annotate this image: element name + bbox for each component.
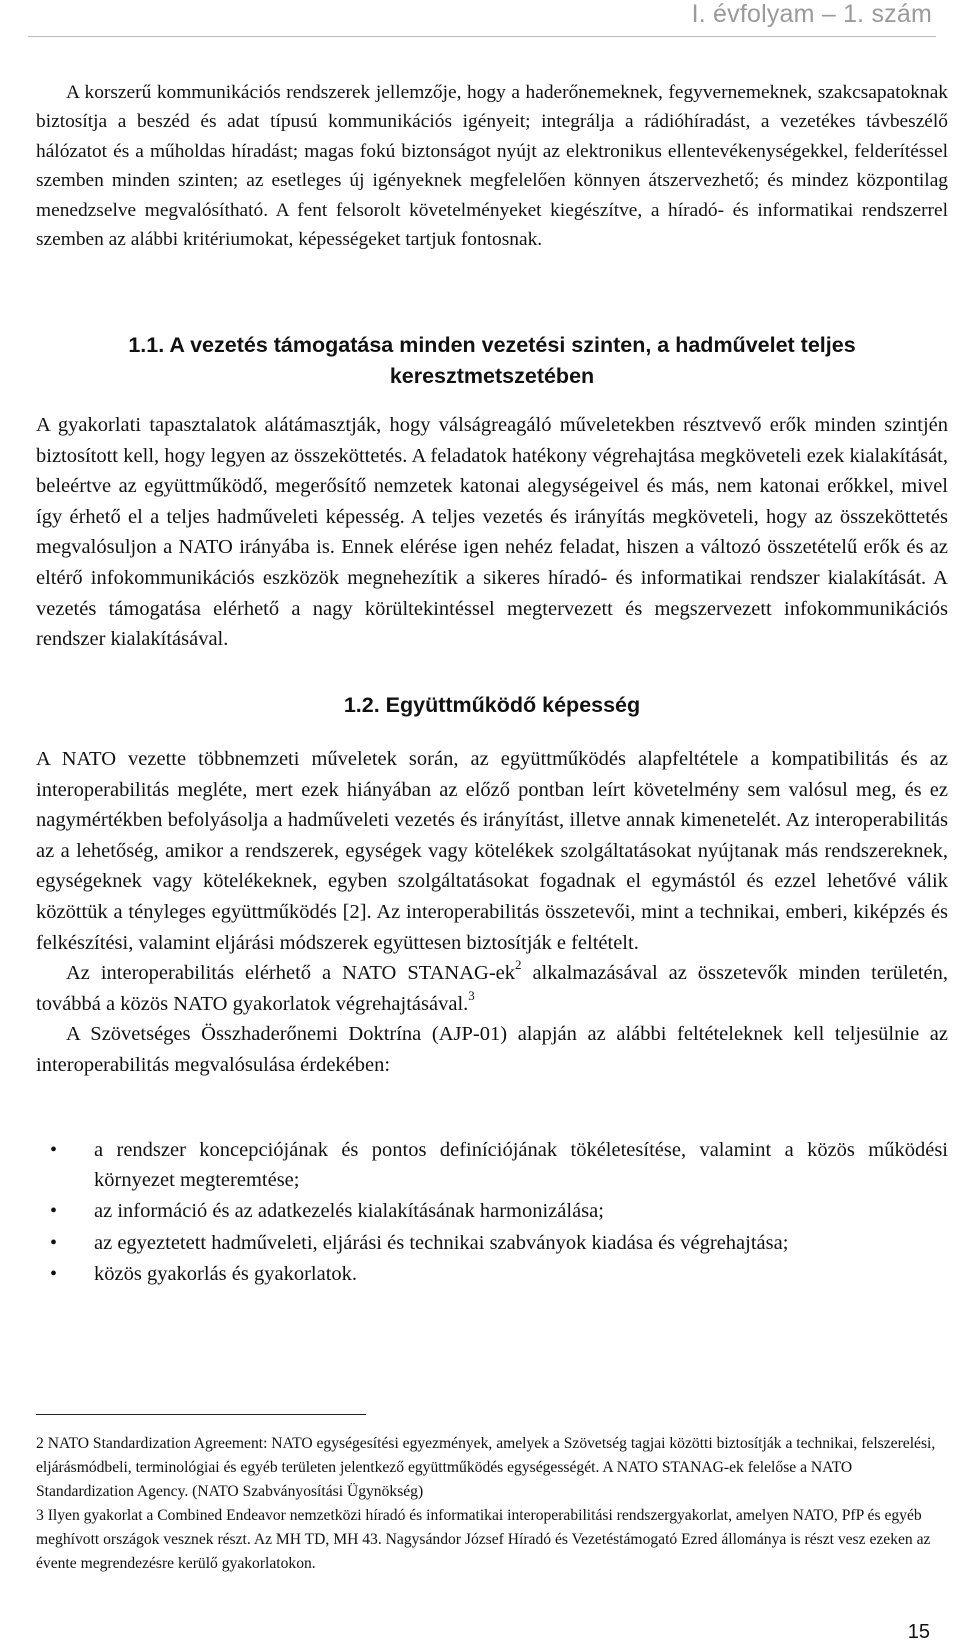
section-1-2-paragraph-2: [36, 958, 948, 1019]
page-number: 15: [907, 1621, 930, 1643]
bullet-icon: •: [50, 1263, 58, 1285]
header-rule: [28, 36, 936, 37]
footnote-separator: [36, 1414, 366, 1415]
footnote-ref-3[interactable]: 3: [468, 987, 475, 1003]
intro-section: [36, 78, 948, 254]
list-item: • az információ és az adatkezelés kialakításának harmonizálása;: [36, 1197, 948, 1227]
list-item: • a rendszer koncepciójának és pontos definíciójának tökéletesítése, valamint a közös működési környezet megteremtése;: [36, 1136, 948, 1195]
intro-paragraph: A korszerű kommunikációs rendszerek jellemzője, hogy a haderőnemeknek, fegyvernemeknek, szakcsapatoknak biztosítja a beszéd és adat típusú kommunikációs igényeit; integrálja a rádióhíradást, a vezetékes távbeszélő hálózatot és a műholdas híradást; magas fokú biztonságot nyújt az elektronikus ellentevékenységekkel, felderítéssel szemben minden szinten; az esetleges új igényeknek megfelelően könnyen átszervezhető; és mindez központilag menedzselve megvalósítható. A fent felsorolt követelményeket kiegészítve, a híradó- és informatikai rendszerrel szemben az alábbi kritériumokat, képességeket tartjuk fontosnak.: [36, 82, 948, 251]
section-1-2-heading: 1.2. Együttműködő képesség: [343, 693, 641, 717]
footnote-3: 3 Ilyen gyakorlat a Combined Endeavor nemzetközi híradó és informatikai interoperabilitási rendszergyakorlat, amelyen NATO, PfP és egyéb meghívott országok vesznek részt. Az MH TD, MH 43. Nagysándor József Híradó és Vezetéstámogató Ezred állománya is részt vesz ezeken az évente megrendezésre kerülő gyakorlatokon.: [36, 1507, 931, 1573]
section-1-1-heading-line1: 1.1. A vezetés támogatása minden vezetési szinten, a hadművelet teljes: [128, 333, 856, 357]
footnote-2: 2 NATO Standardization Agreement: NATO egységesítési egyezmények, amelyek a Szövetség tagjai közötti biztosítják a technikai, felszerelési, eljárásmódbeli, terminológiai és egyéb területen jelentkező együttműködés egységességét. A NATO STANAG-ek felelőse a NATO Standardization Agency. (NATO Szabványosítási Ügynökség): [36, 1435, 936, 1501]
section-1-1-heading: [36, 330, 948, 392]
section-1-2-paragraph-1: A NATO vezette többnemzeti műveletek során, az együttműködés alapfeltétele a kompatibilitás és az interoperabilitás megléte, mert ezek hiányában az előző pontban leírt követelmény sem valósul meg, és ez nagymértékben befolyásolja a hadműveleti vezetés és irányítást, illetve annak kimenetelét. Az interoperabilitás az a lehetőség, amikor a rendszerek, egységek vagy kötelékek szolgáltatásokat nyújtanak más rendszereknek, egységeknek vagy kötelékeknek, egyben szolgáltatásokat fogadnak el egymástól és ezzel lehetővé válik közöttük a tényleges együttműködés [2]. Az interoperabilitás összetevői, mint a technikai, emberi, kiképzés és felkészítési, valamint eljárási módszerek együttesen biztosítják e feltételt.: [36, 748, 948, 954]
bullet-icon: •: [50, 1200, 58, 1222]
running-header: I. évfolyam – 1. szám: [691, 0, 932, 28]
list-item: • közös gyakorlás és gyakorlatok.: [36, 1260, 948, 1290]
section-1-1-heading-line2: keresztmetszetében: [389, 364, 595, 388]
list-item: • az egyeztetett hadműveleti, eljárási és technikai szabványok kiadása és végrehajtása;: [36, 1229, 948, 1259]
footnotes: [36, 1432, 948, 1577]
section-1-2-body: [36, 744, 948, 1081]
footnote-ref-2[interactable]: 2: [515, 957, 522, 973]
section-1-2-paragraph-3: A Szövetséges Összhaderőnemi Doktrína (AJP-01) alapján az alábbi feltételeknek kell teljesülnie az interoperabilitás megvalósulása érdekében:: [36, 1023, 948, 1076]
section-1-1-body: [36, 410, 948, 655]
paragraph-2-text-a: Az interoperabilitás elérhető a NATO STANAG-ek: [66, 962, 515, 985]
bullet-icon: •: [50, 1139, 58, 1161]
requirements-list: [36, 1136, 948, 1292]
section-1-1-paragraph: A gyakorlati tapasztalatok alátámasztják, hogy válságreagáló műveletekben résztvevő erők minden szintjén biztosított kell, hogy legyen az összeköttetés. A feladatok hatékony végrehajtása megköveteli ezek kialakítását, beleértve az együttműködő, megerősítő nemzetek katonai alegységeivel és más, nem katonai erőkkel, mivel így érhető el a teljes hadműveleti képesség. A teljes vezetés és irányítás megköveteli, hogy az összeköttetés megvalósuljon a NATO irányába is. Ennek elérése igen nehéz feladat, hiszen a változó összetételű erők és az eltérő infokommunikációs eszközök megnehezítik a sikeres híradó- és informatikai rendszer kialakítását. A vezetés támogatása elérhető a nagy körültekintéssel megtervezett és megszervezett infokommunikációs rendszer kialakításával.: [36, 414, 948, 651]
paragraph-2-text-b: alkalmazásával az összetevők minden területén, továbbá a közös NATO gyakorlatok végrehajtásával.: [36, 962, 948, 1015]
bullet-icon: •: [50, 1231, 58, 1254]
